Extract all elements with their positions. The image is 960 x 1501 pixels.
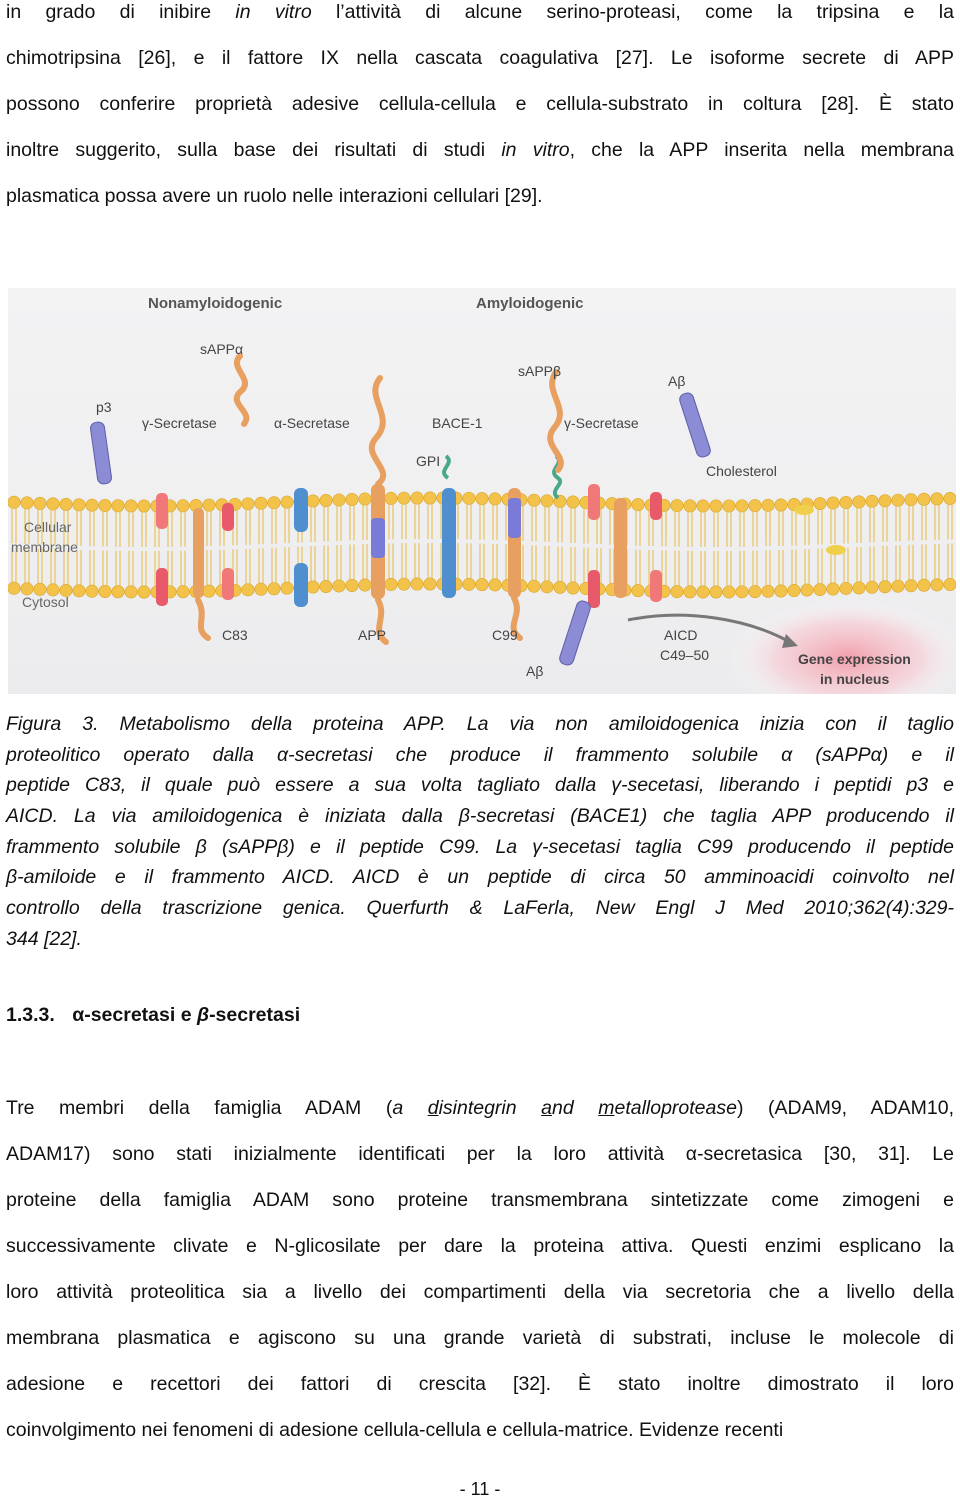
- text-segment: l’attività di alcune serino-proteasi, come la tripsina e la: [311, 1, 954, 23]
- figure-caption: [6, 712, 954, 958]
- label-aicd: AICD: [664, 627, 698, 643]
- text-line: [6, 92, 954, 138]
- label-g-secretase-left: γ-Secretase: [142, 415, 217, 431]
- text-segment: AICD. La via amiloidogenica è iniziata dalla β-secretasi (BACE1) che taglia APP producendo il: [6, 805, 954, 828]
- text-segment: m: [598, 1097, 615, 1119]
- text-line: [6, 1280, 954, 1326]
- label-gene-expression: Gene expression: [798, 651, 911, 667]
- label-ab-bottom: Aβ: [526, 663, 544, 679]
- text-line: [6, 804, 954, 835]
- text-segment: isintegrin: [438, 1097, 542, 1119]
- text-segment: nd: [552, 1097, 599, 1119]
- label-p3: p3: [96, 399, 112, 415]
- text-segment: adesione e recettori dei fattori di crescita [32]. È stato inoltre dimostrato il loro: [6, 1373, 954, 1395]
- text-segment: coinvolgimento nei fenomeni di adesione cellula-cellula e cellula-matrice. Evidenze recenti: [6, 1419, 784, 1441]
- text-segment: controllo della trascrizione genica. Querfurth & LaFerla, New Engl J Med 2010;362(4):329-: [6, 897, 954, 920]
- text-segment: inoltre suggerito, sulla base dei risultati di studi: [6, 139, 502, 161]
- text-segment: d: [427, 1097, 439, 1119]
- text-segment: a: [392, 1097, 428, 1119]
- text-line: [6, 138, 954, 184]
- text-segment: etalloprotease: [614, 1097, 737, 1119]
- text-segment: loro attività proteolitica sia a livello dei compartimenti della via secretoria che a livello della: [6, 1281, 954, 1303]
- text-line: [6, 1326, 954, 1372]
- text-segment: proteine della famiglia ADAM sono proteine transmembrana sintetizzate come zimogeni e: [6, 1189, 954, 1211]
- label-c4950: C49–50: [660, 647, 710, 663]
- label-cellular: Cellular: [24, 519, 72, 535]
- text-segment: , che la APP inserita nella membrana: [569, 139, 954, 161]
- text-segment: frammento solubile β (sAPPβ) e il peptide C99. La γ-secetasi taglia C99 producendo il peptide: [6, 835, 954, 858]
- label-gpi: GPI: [416, 453, 441, 469]
- text-segment: in grado di inibire: [6, 1, 236, 23]
- top-paragraph: [6, 0, 954, 230]
- text-line: [6, 927, 954, 958]
- text-line: [6, 184, 954, 230]
- app-metabolism-figure: [8, 288, 956, 694]
- text-line: [6, 0, 954, 46]
- text-line: [6, 896, 954, 927]
- text-segment: chimotripsina [26], e il fattore IX nella cascata coagulativa [27]. Le isoforme secrete di APP: [6, 47, 954, 69]
- label-amyloidogenic: Amyloidogenic: [476, 295, 584, 312]
- text-segment: Figura 3. Metabolismo della proteina APP. La via non amiloidogenica inizia con il taglio: [6, 713, 954, 735]
- section-title-a: α-secretasi e: [72, 1004, 197, 1026]
- label-bace1: BACE-1: [432, 415, 483, 431]
- text-line: [6, 773, 954, 804]
- text-line: [6, 1142, 954, 1188]
- text-segment: plasmatica possa avere un ruolo nelle interazioni cellulari [29].: [6, 185, 543, 207]
- text-segment: a: [541, 1097, 552, 1119]
- text-segment: membrana plasmatica e agiscono su una grande varietà di substrati, incluse le molecole di: [6, 1327, 954, 1349]
- text-line: [6, 743, 954, 774]
- label-app: APP: [358, 627, 387, 643]
- label-cytosol: Cytosol: [22, 594, 69, 610]
- text-line: [6, 865, 954, 896]
- label-a-secretase: α-Secretase: [274, 415, 350, 431]
- bottom-paragraph: [6, 1096, 954, 1464]
- label-in-nucleus: in nucleus: [820, 671, 890, 687]
- text-line: [6, 1234, 954, 1280]
- text-line: [6, 1096, 954, 1142]
- label-c83: C83: [222, 627, 248, 643]
- label-sappb: sAPPβ: [518, 363, 562, 379]
- page-number: - 11 -: [459, 1479, 501, 1499]
- section-heading: [6, 1004, 300, 1027]
- text-line: [6, 1372, 954, 1418]
- label-membrane: membrane: [11, 539, 78, 555]
- text-segment: peptide C83, il quale può essere a sua volta tagliato dalla γ-secetasi, liberando i peptidi p3 e: [6, 774, 954, 797]
- text-segment: successivamente clivate e N-glicosilate per dare la proteina attiva. Questi enzimi esplicano la: [6, 1235, 954, 1257]
- text-segment: proteolitico operato dalla α-secretasi che produce il frammento solubile α (sAPPα) e il: [6, 743, 954, 766]
- text-line: [6, 835, 954, 866]
- label-cholesterol: Cholesterol: [706, 463, 777, 479]
- text-segment: ADAM17) sono stati inizialmente identificati per la loro attività α-secretasica [30, 31]. Le: [6, 1143, 954, 1165]
- text-segment: 344 [22].: [6, 927, 82, 950]
- text-segment: Tre membri della famiglia ADAM (: [6, 1097, 393, 1119]
- label-nonamyloidogenic: Nonamyloidogenic: [148, 295, 283, 312]
- label-c99: C99: [492, 627, 518, 643]
- text-segment: ) (ADAM9, ADAM10,: [736, 1097, 954, 1119]
- section-title-beta: β: [196, 1004, 210, 1026]
- text-line: [6, 712, 954, 743]
- section-number: 1.3.3.: [6, 1004, 55, 1026]
- label-sappa: sAPPα: [200, 341, 244, 357]
- label-ab-top: Aβ: [668, 373, 686, 389]
- text-line: [6, 46, 954, 92]
- text-segment: possono conferire proprietà adesive cellula-cellula e cellula-substrato in coltura [28]. È stato: [6, 93, 954, 115]
- text-line: [6, 1418, 954, 1464]
- text-line: [6, 1188, 954, 1234]
- text-segment: β-amiloide e il frammento AICD. AICD è un peptide di circa 50 amminoacidi coinvolto nel: [6, 866, 954, 889]
- section-title-b: -secretasi: [209, 1004, 301, 1026]
- text-segment: in vitro: [235, 1, 312, 23]
- label-g-secretase-right: γ-Secretase: [564, 415, 639, 431]
- text-segment: in vitro: [501, 139, 570, 161]
